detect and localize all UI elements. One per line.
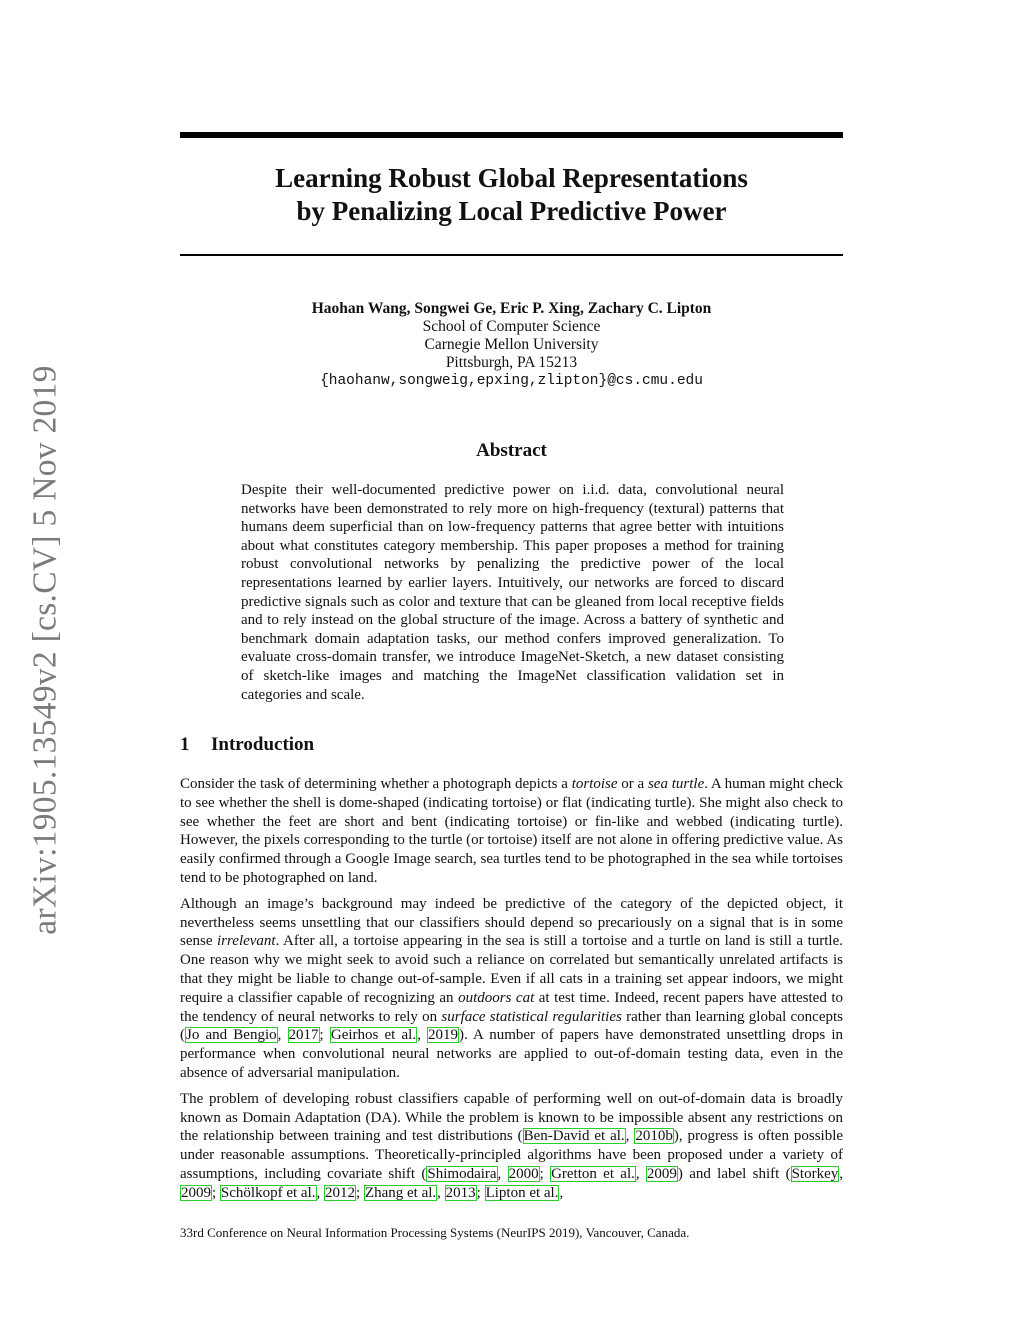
citation-year-link[interactable]: 2000 — [508, 1165, 539, 1182]
conference-footnote: 33rd Conference on Neural Information Processing Systems (NeurIPS 2019), Vancouver, Canada. — [180, 1225, 690, 1240]
abstract-text: Despite their well-documented predictive power on i.i.d. data, convolutional neural networks have been demonstrated to rely more on high-frequency (textural) patterns that humans deem superficial than on low-frequency patterns that agree better with intuitions about what constitutes category membership. This paper proposes a method for training robust convolutional networks by penalizing the predictive power of the local representations learned by earlier layers. Intuitively, our networks are forced to discard predictive signals such as color and texture that can be gleaned from local receptive fields and to rely instead on the global structure of the image. Across a battery of synthetic and benchmark domain adaptation tasks, our method confers improved generalization. To evaluate cross-domain transfer, we introduce ImageNet-Sketch, a new dataset consisting of sketch-like images and matching the ImageNet classification validation set in categories and scale. — [241, 482, 784, 703]
citation-link[interactable]: Schölkopf et al. — [220, 1184, 316, 1201]
arxiv-identifier: arXiv:1905.13549v2 [cs.CV] 5 Nov 2019 — [27, 365, 65, 935]
citation-link[interactable]: Zhang et al. — [364, 1184, 437, 1201]
author-email: {haohanw,songweig,epxing,zlipton}@cs.cmu.edu — [320, 373, 703, 389]
citation-year-link[interactable]: 2012 — [325, 1184, 355, 1201]
citation-year-link[interactable]: 2010b — [635, 1128, 673, 1145]
body-text — [180, 775, 843, 1210]
author-names: Haohan Wang, Songwei Ge, Eric P. Xing, Zachary C. Lipton — [311, 300, 712, 317]
title-line-2: by Penalizing Local Predictive Power — [296, 196, 727, 226]
citation-year-link[interactable]: 2017 — [288, 1027, 319, 1044]
author-university: Carnegie Mellon University — [424, 336, 599, 353]
title-bottom-rule — [180, 254, 843, 256]
citation-link[interactable]: Geirhos et al. — [330, 1027, 417, 1044]
citation-year-link[interactable]: 2013 — [445, 1184, 476, 1201]
citation-link[interactable]: Lipton et al. — [485, 1184, 559, 1201]
paragraph-3: The problem of developing robust classifiers capable of performing well on out-of-domain data is broadly known as Domain Adaptation (DA). While the problem is known to be impossible absent any restrictions on the relationship between training and test distributions (Ben-David et al., 2010b), progress is often possible under reasonable assumptions. Theoretically-principled algorithms have been proposed under a variety of assumptions, including covariate shift (Shimodaira, 2000; Gretton et al., 2009) and label shift (Storkey, 2009; Schölkopf et al., 2012; Zhang et al., 2013; Lipton et al., — [180, 1090, 844, 1201]
author-department: School of Computer Science — [422, 318, 601, 335]
abstract-heading: Abstract — [476, 440, 547, 461]
citation-link[interactable]: Storkey — [791, 1165, 839, 1182]
section-heading — [180, 734, 314, 756]
paragraph-1: Consider the task of determining whether a photograph depicts a tortoise or a sea turtle. A human might check to see whether the shell is dome-shaped (indicating tortoise) or flat (indicating turtle). She might also check to see whether the feet are short and bent (indicating tortoise) or fin-like and webbed (indicating turtle). However, the pixels corresponding to the turtle (or tortoise) itself are not alone in offering predictive value. As easily confirmed through a Google Image search, sea turtles tend to be photographed in the sea while tortoises tend to be photographed on land. — [180, 776, 844, 886]
author-city: Pittsburgh, PA 15213 — [445, 354, 578, 371]
citation-link[interactable]: Gretton et al. — [551, 1165, 635, 1182]
author-block — [180, 300, 843, 390]
title-top-rule — [180, 132, 843, 138]
citation-year-link[interactable]: 2009 — [181, 1184, 211, 1201]
citation-link[interactable]: Shimodaira — [427, 1165, 497, 1182]
citation-year-link[interactable]: 2019 — [427, 1027, 458, 1044]
arxiv-side-stamp — [24, 350, 68, 950]
paragraph-2: Although an image’s background may indeed be predictive of the category of the depicted object, it nevertheless seems unsettling that our classifiers should depend so precariously on a signal that is in some sense irrelevant. After all, a tortoise appearing in the sea is still a tortoise and a turtle on land is still a turtle. One reason why we might seek to avoid such a reliance on correlated but semantically unrelated artifacts is that they might be liable to change out-of-sample. Even if all cats in a training set appear indoors, we might require a classifier capable of recognizing an outdoors cat at test time. Indeed, recent papers have attested to the tendency of neural networks to rely on surface statistical regularities rather than learning global concepts (Jo and Bengio, 2017; Geirhos et al., 2019). A number of papers have demonstrated unsettling drops in performance when convolutional neural networks are applied to out-of-domain testing data, even in the absence of adversarial manipulation. — [180, 895, 844, 1081]
citation-link[interactable]: Jo and Bengio — [186, 1027, 277, 1044]
section-number: 1 — [180, 734, 190, 755]
title-line-1: Learning Robust Global Representations — [275, 163, 748, 193]
section-title: Introduction — [211, 734, 315, 755]
citation-link[interactable]: Ben-David et al. — [523, 1128, 625, 1145]
citation-year-link[interactable]: 2009 — [646, 1165, 677, 1182]
paper-title — [180, 162, 843, 228]
